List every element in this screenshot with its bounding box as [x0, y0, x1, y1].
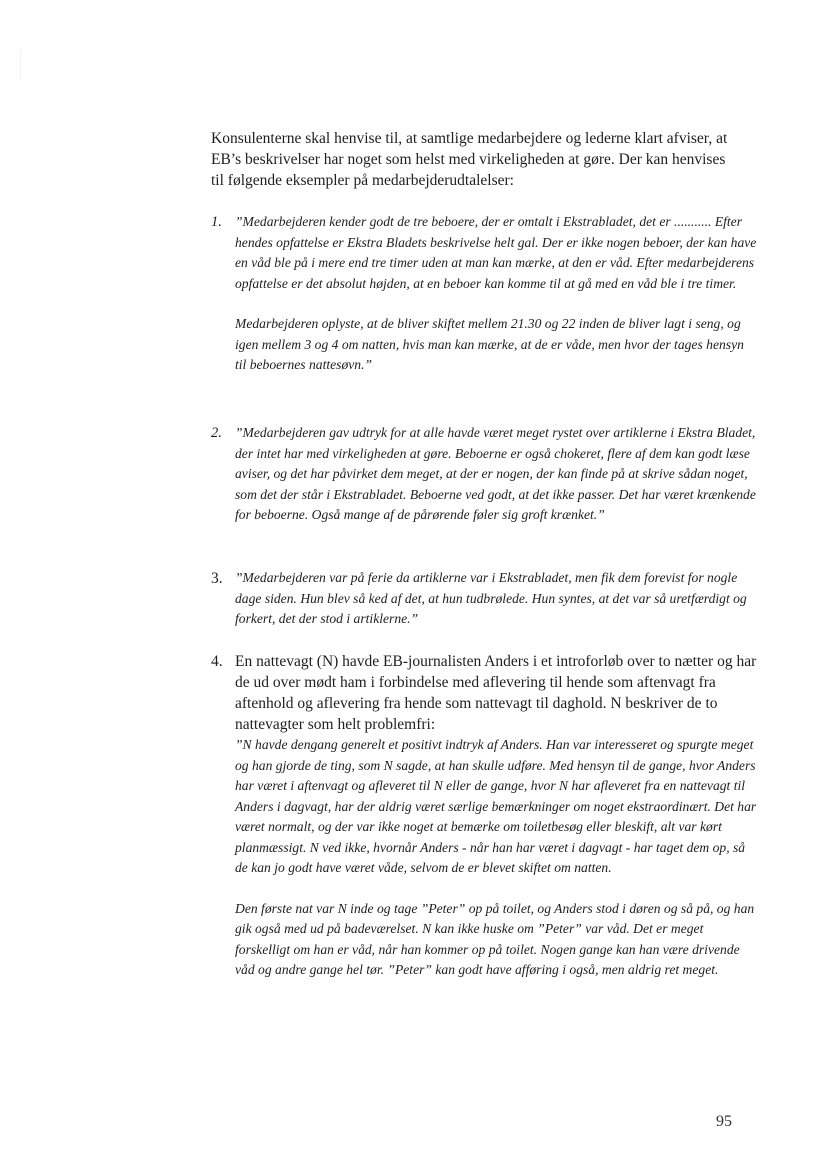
quote-paragraph: ”Medarbejderen var på ferie da artiklerne var i Ekstrabladet, men fik dem forevist for nogle dage siden. Hun blev så ked af det, at hun tudbrølede. Hun syntes, at det var så uretfærdigt og forkert, det der stod i artiklerne.” — [235, 570, 747, 626]
quote-paragraph: ”Medarbejderen kender godt de tre beboere, der er omtalt i Ekstrabladet, det er ........... Efter hendes opfattelse er Ekstra Bladets beskrivelse helt gal. Der er ikke nogen beboer, der kan have en våd ble på i mere end tre timer uden at man kan mærke, at den er våd. Efter medarbejderens opfattelse er det absolut højden, at en beboer kan komme til at gå med en våd ble i tre timer. — [235, 214, 757, 291]
quote-paragraph: Medarbejderen oplyste, at de bliver skiftet mellem 21.30 og 22 inden de bliver lagt i seng, og igen mellem 3 og 4 om natten, hvis man kan mærke, at de er våde, men hvor der tages hensyn til beboernes nattesøvn.” — [235, 316, 744, 372]
intro-paragraph: Konsulenterne skal henvise til, at samtlige medarbejdere og lederne klart afviser, at EB’s beskrivelser har noget som helst med virkeligheden at gøre. Der kan henvises til følgende eksempler på medarbejderudtalelser: — [211, 130, 728, 189]
item-body — [235, 651, 757, 981]
scan-edge-mark — [20, 50, 21, 80]
item-body — [235, 212, 757, 376]
item-number: 3. — [211, 570, 223, 587]
quote-paragraph: ”Medarbejderen gav udtryk for at alle havde været meget rystet over artiklerne i Ekstra Bladet, der intet har med virkeligheden at gøre. Beboerne er også chokeret, flere af dem kan godt læse aviser, og det har påvirket dem meget, at der er nogen, der kan finde på at skrive sådan noget, som det der står i Ekstrabladet. Beboerne ved godt, at det ikke passer. Det har været krænkende for beboerne. Også mange af de pårørende føler sig groft krænket.” — [235, 425, 756, 522]
item-body — [235, 423, 757, 526]
item-number: 2. — [211, 425, 222, 441]
item-number: 1. — [211, 214, 222, 230]
page-number: 95 — [716, 1113, 732, 1130]
quote-paragraph: Den første nat var N inde og tage ”Peter” op på toilet, og Anders stod i døren og så på, og han gik også med ud på badeværelset. N kan ikke huske om ”Peter” var våd. Det er meget forskelligt om han er våd, når han kommer op på toilet. Nogen gange kan han være drivende våd og andre gange hel tør. ”Peter” kan godt have afføring i også, men aldrig ret meget. — [235, 900, 755, 977]
item-body — [235, 568, 757, 630]
item-number: 4. — [211, 653, 223, 670]
quote-paragraph: ”N havde dengang generelt et positivt indtryk af Anders. Han var interesseret og spurgte meget og han gjorde de ting, som N sagde, at han skulle udføre. Med hensyn til de gange, hvor Anders har været i aftenvagt og afleveret til N eller de gange, hvor N har afleveret fra en nattevagt til Anders i dagvagt, har der aldrig været særlige bemærkninger om noget ekstraordinært. Det har været normalt, og der var ikke noget at bemærke om toiletbesøg eller bleskift, alt var kørt planmæssigt. N ved ikke, hvornår Anders - når han har været i dagvagt - har taget dem op, så de kan jo godt have været våde, selvom de er blevet skiftet om natten. — [235, 737, 757, 875]
item-intro-paragraph: En nattevagt (N) havde EB-journalisten Anders i et introforløb over to nætter og har de ud over mødt ham i forbindelse med aflevering til hende som aftenvagt fra aftenhold og aflevering fra hende som nattevagt til daghold. N beskriver de to nattevagter som helt problemfri: — [235, 653, 757, 733]
